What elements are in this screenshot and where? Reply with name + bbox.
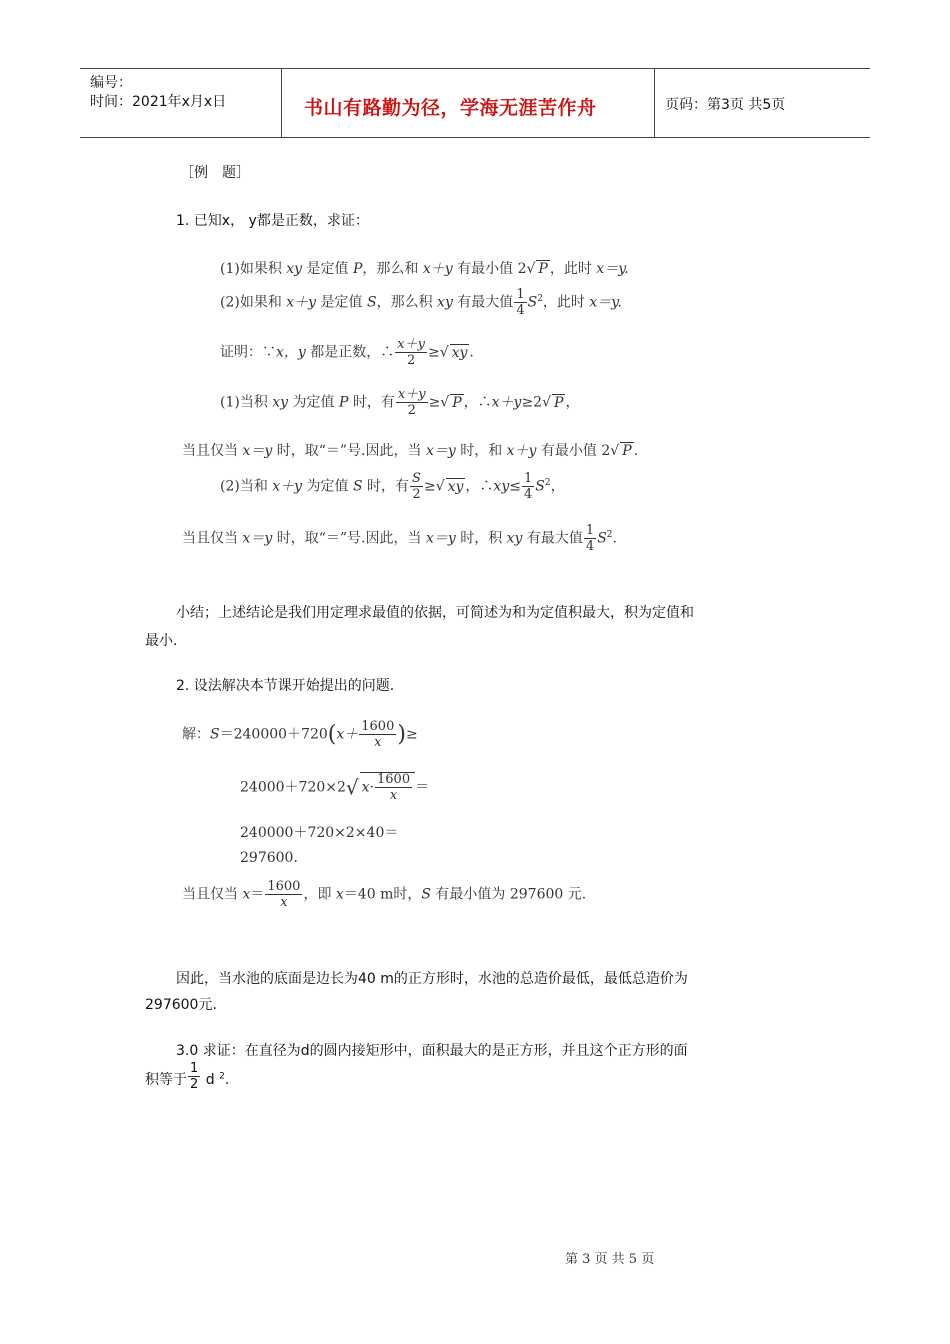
header-center-cell <box>282 69 655 137</box>
text: 时，和 <box>455 443 507 459</box>
q1-case2: (2)当和 x＋y 为定值 S 时，有 $\frac{S}{2}$ ≥√ xy ，∴xy≤ $\frac{1}{4}$ $S^2$， <box>220 471 565 502</box>
motto-text: 书山有路勤为径，学海无涯苦作舟 <box>304 97 597 119</box>
time-label: 时间：2021年x月x日 <box>90 94 227 110</box>
denominator: 4 <box>523 487 533 502</box>
q2-solution-line3: 240000＋720×2×40＝ <box>240 825 399 841</box>
text: ≥ <box>427 344 440 361</box>
sqrt-content: P <box>538 261 548 277</box>
header-left-cell <box>80 69 282 137</box>
text: 当且仅当 <box>182 530 243 547</box>
denominator: 4 <box>516 303 525 318</box>
text: S <box>421 886 431 903</box>
section-title: ［例 题］ <box>180 165 250 181</box>
question-2-stem: 2. 设法解决本节课开始提出的问题. <box>176 678 395 694</box>
text: x <box>361 779 370 796</box>
text: ≥2 <box>521 394 543 411</box>
superscript: 2 <box>606 529 613 540</box>
text: x＝y <box>425 530 456 547</box>
numerator: 1 <box>585 523 595 538</box>
q1-part2 <box>220 288 622 317</box>
text: · <box>369 779 375 796</box>
text: 24000＋720×2 <box>240 779 346 796</box>
text: x＋y <box>272 478 303 495</box>
text: . <box>612 530 617 547</box>
fraction <box>265 880 302 909</box>
text: 有最大值 <box>452 294 514 311</box>
text: 积等于 <box>145 1072 187 1088</box>
q2-solution-line2 <box>240 772 429 802</box>
numerator: x＋y <box>397 337 425 352</box>
text: x＋y <box>422 261 453 277</box>
text: xy <box>437 294 453 311</box>
fraction <box>188 1062 200 1091</box>
fraction <box>396 388 428 417</box>
text: xy <box>286 261 303 277</box>
text: ≥ <box>423 478 436 495</box>
summary-line-1: 小结；上述结论是我们用定理求最值的依据，可简述为和为定值积最大，积为定值和 <box>176 605 694 621</box>
paren-right: ) <box>397 722 406 747</box>
text: ≥ <box>428 394 441 411</box>
denominator: x <box>280 895 288 910</box>
denominator: x <box>374 735 382 750</box>
q1-case1: (1)当积 xy 为定值 P 时，有 $\frac{x+y}{2}$ ≥√ P ，∴x＋y≥2√ P ， <box>220 387 580 418</box>
text: x＋y <box>506 443 537 459</box>
q2-solution-line4: 297600. <box>240 850 298 866</box>
text: S <box>535 478 545 495</box>
text: x＝y <box>425 443 456 459</box>
text: xy <box>272 394 289 411</box>
denominator: 2 <box>407 403 416 418</box>
superscript: 2 <box>219 1071 225 1082</box>
text: ，那么积 <box>376 294 438 311</box>
text: xy <box>506 530 523 547</box>
text: (1)当积 <box>220 394 273 411</box>
text: x＝y. <box>589 294 622 311</box>
superscript: 2 <box>544 477 551 488</box>
text: x＋y <box>286 294 317 311</box>
text: 时，有 <box>348 394 395 411</box>
numerator: 1 <box>190 1061 199 1076</box>
text: 时，取“＝”号.因此，当 <box>272 443 426 459</box>
text: ＝ <box>415 779 430 796</box>
text: (1)如果积 <box>220 261 287 277</box>
q2-solution-line5 <box>182 880 586 909</box>
denominator: 2 <box>412 487 421 502</box>
text: S <box>353 478 363 495</box>
text: x＋y <box>491 394 522 411</box>
fraction <box>375 773 412 802</box>
text: 当且仅当 <box>182 886 243 903</box>
text: 有最小值 2 <box>452 261 527 277</box>
text: ＝ <box>250 886 265 903</box>
numerator: x＋y <box>397 387 426 402</box>
fraction <box>584 524 596 553</box>
superscript: 2 <box>537 293 543 304</box>
text: 证明：∵ <box>220 344 276 361</box>
q2-conclusion-line-1: 因此，当水池的底面是边长为40 m的正方形时，水池的总造价最低，最低总造价为 <box>176 971 688 987</box>
sqrt-content: xy <box>447 478 464 495</box>
text: x＝y <box>242 530 273 547</box>
text: ，那么和 <box>362 261 423 277</box>
q1-part1: (1)如果积 xy 是定值 P，那么和 x＋y 有最小值 2√ P ，此时 x＝y. <box>220 261 629 277</box>
text: x＋ <box>336 726 359 743</box>
text: ，即 <box>303 886 336 903</box>
fraction <box>395 338 427 367</box>
text: ＝240000＋720 <box>219 726 328 743</box>
denominator: 2 <box>190 1077 199 1092</box>
text: P <box>353 261 363 277</box>
text: (2)如果和 <box>220 294 287 311</box>
text: 时，有 <box>362 478 410 495</box>
q2-conclusion-line-2: 297600元. <box>145 997 217 1013</box>
text: x <box>242 886 251 903</box>
question-1-stem: 1. 已知x， y都是正数，求证： <box>176 213 369 229</box>
text: x，y <box>276 344 306 361</box>
text: . <box>469 344 474 361</box>
text: 是定值 <box>316 294 367 311</box>
text: S <box>527 294 538 311</box>
text: x <box>335 886 344 903</box>
header-right-cell <box>655 69 870 137</box>
denominator: x <box>389 788 398 803</box>
text: ，此时 <box>549 261 597 277</box>
question-3-stem: 3.0 求证：在直径为d的圆内接矩形中，面积最大的是正方形，并且这个正方形的面 <box>176 1043 688 1059</box>
text: ， <box>550 478 565 495</box>
numerator: 1600 <box>377 772 411 787</box>
numerator: S <box>412 471 421 486</box>
text: ≤ <box>509 478 521 495</box>
text: S <box>367 294 377 311</box>
text: 时，积 <box>455 530 507 547</box>
sqrt-content: xy <box>451 344 468 361</box>
number-label: 编号： <box>90 75 132 91</box>
denominator: 2 <box>406 353 416 368</box>
text: 是定值 <box>302 261 353 277</box>
sqrt-content: P <box>622 443 632 459</box>
text: xy <box>493 478 510 495</box>
numerator: 1600 <box>361 719 395 734</box>
text: x＝y <box>242 443 273 459</box>
text: ， <box>565 394 580 411</box>
text: 为定值 <box>302 478 353 495</box>
text: . <box>224 1072 230 1088</box>
text: S <box>210 726 220 743</box>
text: 时，取“＝”号.因此，当 <box>272 530 426 547</box>
text: . <box>633 443 639 459</box>
numerator: 1600 <box>267 879 301 894</box>
q2-solution-line1 <box>182 720 418 749</box>
fraction <box>522 472 534 501</box>
page-label: 页码：第3页 共5页 <box>665 97 786 113</box>
text: P <box>339 394 349 411</box>
text: x＝y. <box>596 261 629 277</box>
text: 都是正数，∴ <box>305 344 395 361</box>
text: ＝40 m时， <box>343 886 422 903</box>
text: 有最小值 2 <box>536 443 611 459</box>
text: ，∴ <box>463 394 492 411</box>
text: 有最大值 <box>522 530 583 547</box>
numerator: 1 <box>516 287 525 302</box>
question-3-line2 <box>145 1062 229 1091</box>
text: d <box>205 1072 220 1088</box>
fraction <box>410 472 423 501</box>
paren-left: ( <box>327 722 337 747</box>
text: 解： <box>182 726 210 743</box>
page-footer: 第 3 页 共 5 页 <box>565 1252 655 1267</box>
sqrt-sign: √ <box>345 775 359 800</box>
denominator: 4 <box>585 539 595 554</box>
sqrt-content: P <box>452 394 462 411</box>
text: 为定值 <box>288 394 339 411</box>
q1-case2-conclusion <box>182 524 617 553</box>
q1-proof-intro: 证明：∵x，y 都是正数，∴ $\frac{x+y}{2}$ ≥√ xy . <box>220 337 474 368</box>
text: ，∴ <box>465 478 494 495</box>
text: 当且仅当 <box>182 443 243 459</box>
q1-case1-conclusion: 当且仅当 x＝y 时，取“＝”号.因此，当 x＝y 时，和 x＋y 有最小值 2√ P . <box>182 443 639 459</box>
text: S <box>597 530 607 547</box>
document-header <box>80 68 870 138</box>
summary-line-2: 最小. <box>145 633 178 649</box>
text: (2)当和 <box>220 478 273 495</box>
sqrt-content: P <box>554 394 564 411</box>
text: ，此时 <box>542 294 590 311</box>
text: 有最小值为 297600 元. <box>430 886 587 903</box>
text: ≥ <box>405 726 418 743</box>
fraction <box>514 288 526 317</box>
sqrt-content <box>360 772 415 802</box>
fraction <box>359 720 396 749</box>
numerator: 1 <box>523 471 533 486</box>
